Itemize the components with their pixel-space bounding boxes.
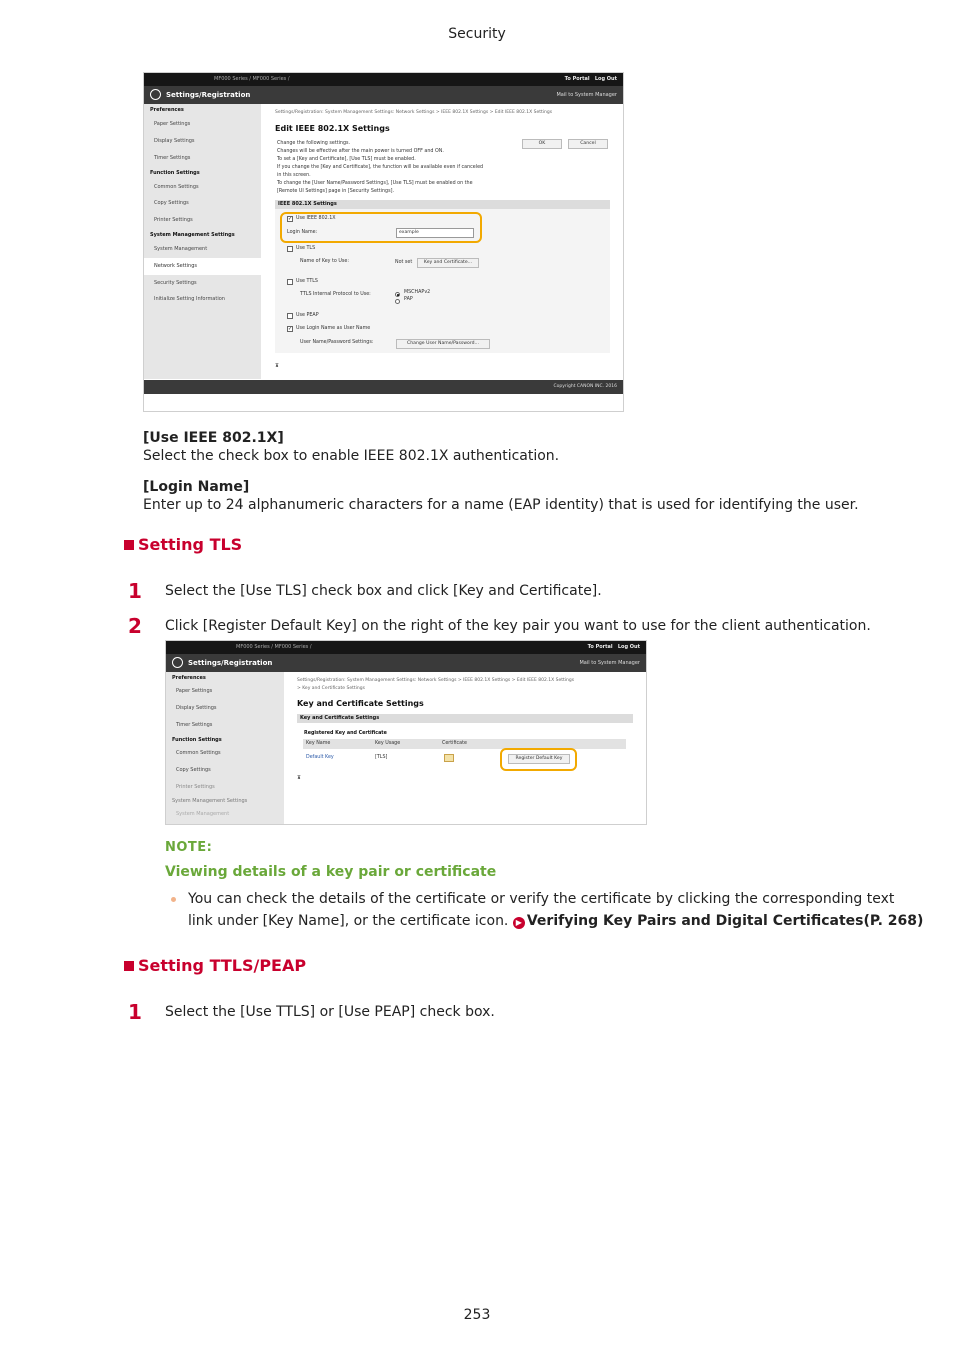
model-name: MF000 Series / MF000 Series / [214,76,290,82]
sidebar-item[interactable]: System Management Settings [172,798,248,804]
item-term: [Use IEEE 802.1X] [143,430,284,446]
use-tls-checkbox[interactable] [287,246,293,252]
page-header-title: Security [448,26,506,42]
use-peap-label: Use PEAP [296,313,319,318]
login-name-label: Login Name: [287,230,318,235]
note-text-line2 [188,913,923,929]
step-text: Select the [Use TTLS] or [Use PEAP] check box. [165,1004,495,1020]
column-header: Key Name [306,741,331,746]
key-usage-value: [TLS] [375,755,388,760]
top-bar [144,73,623,86]
pap-label: PAP [404,297,413,302]
step-number: 1 [128,579,142,603]
description-line: [Remote UI Settings] page in [Security Settings]. [277,189,394,194]
sidebar-item[interactable]: Display Settings [154,138,195,144]
screenshot-edit-ieee-settings [143,72,624,412]
subsection-header: Registered Key and Certificate [304,731,387,736]
scroll-top-icon[interactable]: ⊼ [297,776,301,781]
top-bar [166,641,646,654]
mschapv2-radio[interactable] [395,292,400,297]
note-text: link under [Key Name], or the certificate icon. [188,913,509,929]
breadcrumb: Settings/Registration: System Management Settings: Network Settings > IEEE 802.1X Settings > Edit IEEE 802.1X Settings [297,678,575,683]
sidebar-item[interactable]: Copy Settings [176,767,211,773]
sidebar-item[interactable]: Copy Settings [154,200,189,206]
section-title: Setting TTLS/PEAP [138,956,307,975]
section-header: IEEE 802.1X Settings [275,200,610,209]
to-portal-link[interactable]: To Portal [587,644,613,650]
certificate-icon[interactable] [444,754,454,762]
register-default-key-button[interactable]: Register Default Key [508,754,570,764]
app-bar [166,654,646,672]
sidebar-item[interactable]: Initialize Setting Information [154,296,225,302]
sidebar-item[interactable]: Paper Settings [176,688,213,694]
sidebar-item: Function Settings [150,170,200,176]
use-ttls-label: Use TTLS [296,279,318,284]
mschapv2-label: MSCHAPv2 [404,290,431,295]
section-heading-ttls-peap [124,956,306,975]
ttls-protocol-label: TTLS Internal Protocol to Use: [300,292,371,297]
link-arrow-icon: ▶ [513,917,525,929]
ok-button[interactable]: OK [522,139,562,149]
step-number: 1 [128,1000,142,1024]
breadcrumb: Settings/Registration: System Management Settings: Network Settings > IEEE 802.1X Settings > Edit IEEE 802.1X Settings [275,110,553,115]
user-pass-label: User Name/Password Settings: [300,340,374,345]
sidebar-item[interactable]: System Management [176,811,230,817]
default-key-link[interactable]: Default Key [306,755,334,760]
step-text: Select the [Use TLS] check box and click [Key and Certificate]. [165,583,602,599]
portal-links [588,644,640,650]
sidebar-item[interactable]: Printer Settings [176,784,215,790]
mail-to-manager-link[interactable]: Mail to System Manager [579,660,640,666]
note-text: You can check the details of the certificate or verify the certificate by clicking the corresponding text [188,891,895,907]
sidebar-item: Preferences [172,675,206,681]
portal-links [565,76,617,82]
column-header: Key Usage [375,741,401,746]
description-line: To change the [User Name/Password Settings], [Use TLS] must be enabled on the [277,181,473,186]
sidebar-item: System Management Settings [150,232,235,238]
section-title: Setting TLS [138,535,243,554]
key-and-certificate-button[interactable]: Key and Certificate... [417,258,479,268]
sidebar-item[interactable]: Timer Settings [154,155,191,161]
sidebar-item[interactable]: System Management [154,246,208,252]
use-ttls-checkbox[interactable] [287,279,293,285]
app-bar [144,86,623,104]
description-line: Change the following settings. [277,141,351,146]
log-out-link[interactable]: Log Out [594,76,617,82]
verify-keys-link[interactable]: Verifying Key Pairs and Digital Certificates(P. 268) [526,913,924,929]
note-label: NOTE: [165,840,213,855]
page-title: Key and Certificate Settings [297,699,424,708]
sidebar-item[interactable]: Display Settings [176,705,217,711]
page-title: Edit IEEE 802.1X Settings [275,124,390,133]
mail-to-manager-link[interactable]: Mail to System Manager [556,92,617,98]
highlight-box [280,212,482,243]
item-term: [Login Name] [143,479,250,495]
sidebar-item: Preferences [150,107,184,113]
sidebar-item: Function Settings [172,737,222,743]
app-title: Settings/Registration [188,659,273,667]
item-desc: Select the check box to enable IEEE 802.1X authentication. [143,448,560,464]
to-portal-link[interactable]: To Portal [564,76,590,82]
model-name: MF000 Series / MF000 Series / [236,644,312,650]
sidebar [166,672,284,825]
key-not-set-text: Not set [395,260,413,265]
use-ieee-label: Use IEEE 802.1X [296,216,336,221]
log-out-link[interactable]: Log Out [617,644,640,650]
column-header: Certificate [442,741,467,746]
change-user-password-button[interactable]: Change User Name/Password... [396,339,490,349]
sidebar-item[interactable]: Paper Settings [154,121,191,127]
key-name-label: Name of Key to Use: [300,259,349,264]
section-heading-tls [124,535,242,554]
footer-bar: Copyright CANON INC. 2016 [144,380,623,394]
scroll-top-icon[interactable]: ⊼ [275,364,279,369]
sidebar-item-network-settings[interactable]: Network Settings [144,258,261,275]
login-name-input[interactable]: example [396,228,474,238]
use-tls-label: Use TLS [296,246,316,251]
use-login-as-user-checkbox[interactable]: ✓ [288,326,293,332]
bullet-icon [171,897,176,902]
description-line: To set a [Key and Certificate], [Use TLS] must be enabled. [277,157,416,162]
pap-radio[interactable] [395,299,400,304]
section-header: Key and Certificate Settings [297,714,633,723]
note-subtitle: Viewing details of a key pair or certificate [165,864,497,880]
settings-logo-icon [172,657,183,668]
breadcrumb: > Key and Certificate Settings [297,686,365,691]
screenshot-key-and-certificate [165,640,647,825]
sidebar-item[interactable]: Timer Settings [176,722,213,728]
item-desc: Enter up to 24 alphanumeric characters for a name (EAP identity) that is used for identifying the user. [143,497,859,513]
description-line: in this screen. [277,173,311,178]
description-line: Changes will be effective after the main power is turned OFF and ON. [277,149,444,154]
sidebar-item[interactable]: Common Settings [154,184,199,190]
section-square-icon [124,961,134,971]
sidebar [144,104,261,379]
sidebar-item[interactable]: Common Settings [176,750,221,756]
use-ieee-checkbox[interactable]: ✓ [288,216,293,222]
section-square-icon [124,540,134,550]
description-line: If you change the [Key and Certificate], the function will be available even if canceled [277,165,484,170]
sidebar-item[interactable]: Printer Settings [154,217,193,223]
page-number: 253 [463,1307,491,1323]
highlight-box [500,748,577,771]
use-login-as-user-label: Use Login Name as User Name [296,326,371,331]
step-number: 2 [128,614,142,638]
app-title: Settings/Registration [166,91,251,99]
step-text: Click [Register Default Key] on the right of the key pair you want to use for the client authentication. [165,618,871,634]
settings-logo-icon [150,89,161,100]
cancel-button[interactable]: Cancel [568,139,608,149]
sidebar-item[interactable]: Security Settings [154,280,197,286]
use-peap-checkbox[interactable] [287,313,293,319]
